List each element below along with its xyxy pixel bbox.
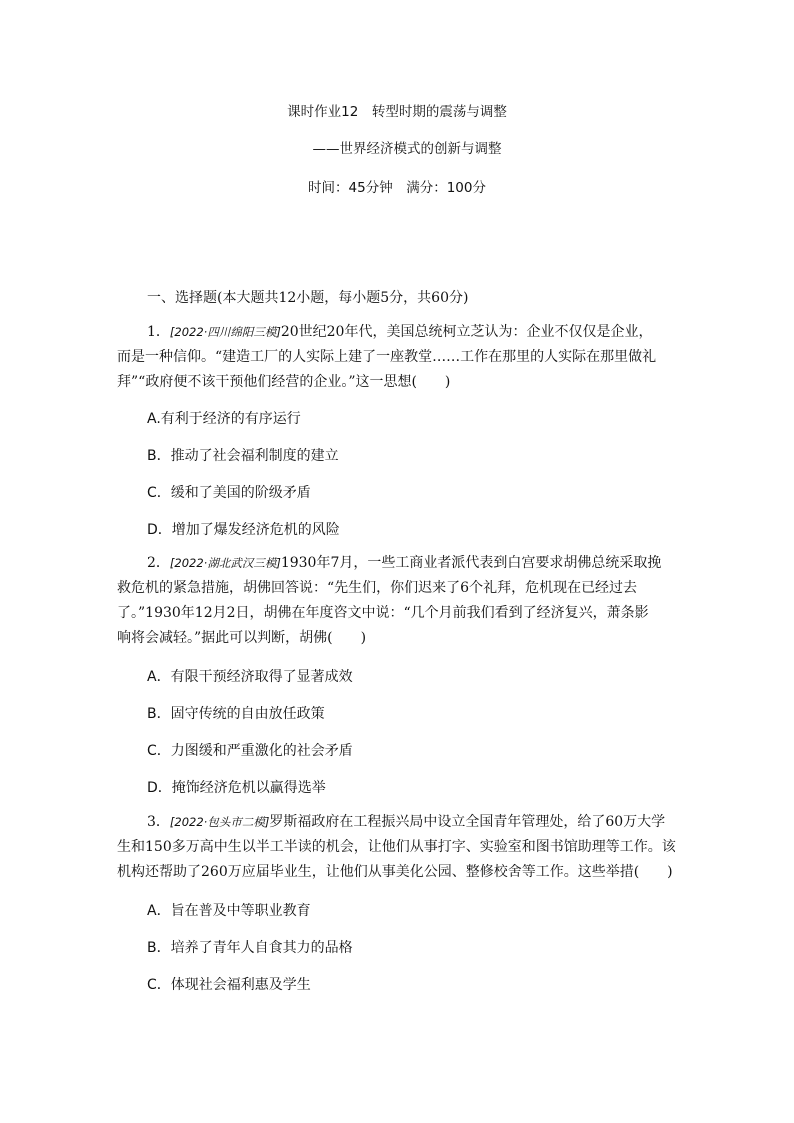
question-3-option-b: B．培养了青年人自食其力的品格 [147,940,353,956]
question-2 [117,551,677,651]
question-1-option-b: B．推动了社会福利制度的建立 [147,448,339,464]
question-2-option-a: A．有限干预经济取得了显著成效 [147,669,353,685]
question-text: 20世纪20年代，美国总统柯立芝认为：企业不仅仅是企业， [280,324,653,340]
question-3-option-a: A．旨在普及中等职业教育 [147,903,311,919]
question-source: [2022·四川绵阳三模] [169,325,281,339]
question-1-line-2: 而是一种信仰。“建造工厂的人实际上建了一座教堂……工作在那里的人实际在那里做礼 [117,349,657,365]
question-1-option-a: A.有利于经济的有序运行 [147,411,301,427]
question-1-line-3: 拜”“政府便不该干预他们经营的企业。”这一思想( ) [117,374,451,390]
question-1 [117,320,677,395]
question-2-option-c: C．力图缓和严重激化的社会矛盾 [147,743,353,759]
question-3 [117,810,677,885]
section-heading: 一、选择题(本大题共12小题，每小题5分，共60分) [147,290,469,306]
question-source: [2022·包头市二模] [169,815,270,829]
question-2-line-4: 响将会减轻。”据此可以判断，胡佛( ) [117,630,367,646]
time-score-info: 时间：45分钟 满分：100分 [308,180,486,196]
question-2-line-1 [117,551,677,576]
question-1-option-d: D．增加了爆发经济危机的风险 [147,522,340,538]
question-text: 罗斯福政府在工程振兴局中设立全国青年管理处，给了60万大学 [269,814,666,830]
question-number: 1． [147,324,170,340]
question-1-line-1 [117,320,677,345]
question-number: 3． [147,814,170,830]
question-number: 2． [147,555,170,571]
document-subtitle: ——世界经济模式的创新与调整 [312,141,502,157]
question-text: 1930年7月，一些工商业者派代表到白宫要求胡佛总统采取挽 [280,555,662,571]
question-3-line-2: 生和150多万高中生以半工半读的机会，让他们从事打字、实验室和图书馆助理等工作。该 [117,839,676,855]
question-2-line-3: 了。”1930年12月2日，胡佛在年度咨文中说：“几个月前我们看到了经济复兴，萧条影 [117,605,649,621]
question-source: [2022·湖北武汉三模] [169,556,281,570]
document-title: 课时作业12 转型时期的震荡与调整 [287,104,507,120]
question-1-option-c: C．缓和了美国的阶级矛盾 [147,485,311,501]
question-2-option-b: B．固守传统的自由放任政策 [147,706,325,722]
question-2-line-2: 救危机的紧急措施，胡佛回答说：“先生们，你们迟来了6个礼拜，危机现在已经过去 [117,580,638,596]
question-3-option-c: C．体现社会福利惠及学生 [147,977,311,993]
question-3-line-3: 机构还帮助了260万应届毕业生，让他们从事美化公园、整修校舍等工作。这些举措( ) [117,864,673,880]
question-2-option-d: D．掩饰经济危机以赢得选举 [147,780,326,796]
question-3-line-1 [117,810,677,835]
